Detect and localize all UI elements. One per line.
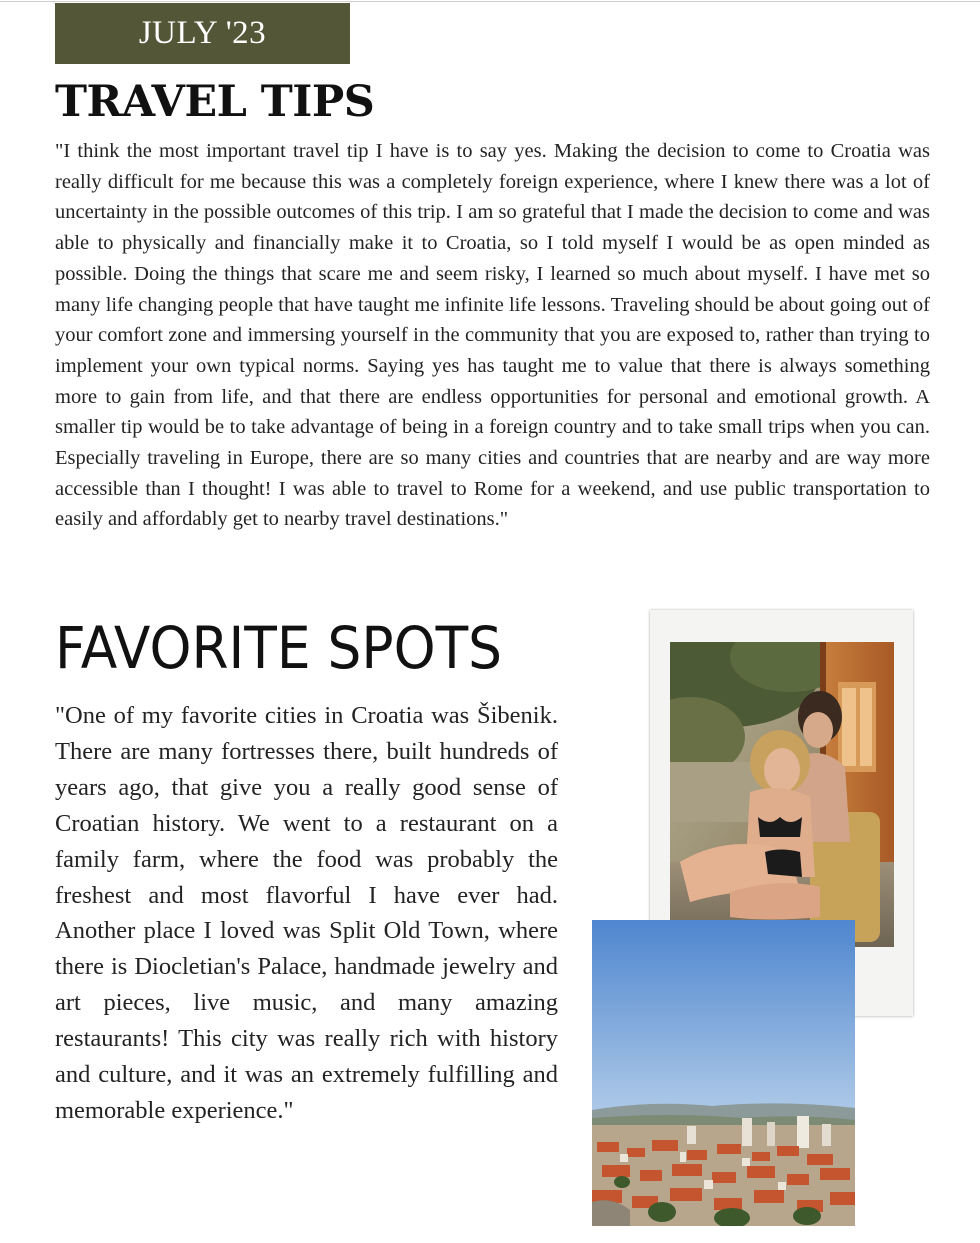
travel-tips-paragraph: "I think the most important travel tip I have is to say yes. Making the decision to come to Croatia was really difficult for me because this was a completely foreign experience, where I knew there was a lot of uncertainty in the possible outcomes of this trip. I am so grateful that I made the decision to come and was able to physically and financially make it to Croatia, so I told myself I would be as open minded as possible. Doing the things that scare me and seem risky, I learned so much about myself. I have met so many life changing people that have taught me infinite life lessons. Traveling should be about going out of your comfort zone and immersing yourself in the community that you are exposed to, rather than trying to implement your own typical norms. Saying yes has taught me to value that there is always something more to gain from life, and that there are endless opportunities for personal and emotional growth. A smaller tip would be to take advantage of being in a foreign country and to take small trips when you can. Especially traveling in Europe, there are so many cities and countries that are nearby and are way more accessible than I thought! I was able to travel to Rome for a weekend, and use public transportation to easily and affordably get to nearby travel destinations." (55, 140, 930, 531)
friends-photo (670, 642, 894, 947)
top-divider (0, 1, 980, 2)
city-view-photo (592, 920, 855, 1226)
travel-tips-title: TRAVEL TIPS (55, 77, 375, 127)
date-badge: JULY '23 (55, 3, 350, 64)
favorite-spots-title: FAVORITE SPOTS (55, 614, 503, 682)
favorite-spots-paragraph: "One of my favorite cities in Croatia was Šibenik. There are many fortresses there, built hundreds of years ago, that give you a really good sense of Croatian history. We went to a restaurant on a family farm, where the food was probably the freshest and most flavorful I have ever had. Another place I loved was Split Old Town, where there is Diocletian's Palace, handmade jewelry and art pieces, live music, and many amazing restaurants! This city was really rich with history and culture, and it was an extremely fulfilling and memorable experience." (55, 702, 558, 1124)
